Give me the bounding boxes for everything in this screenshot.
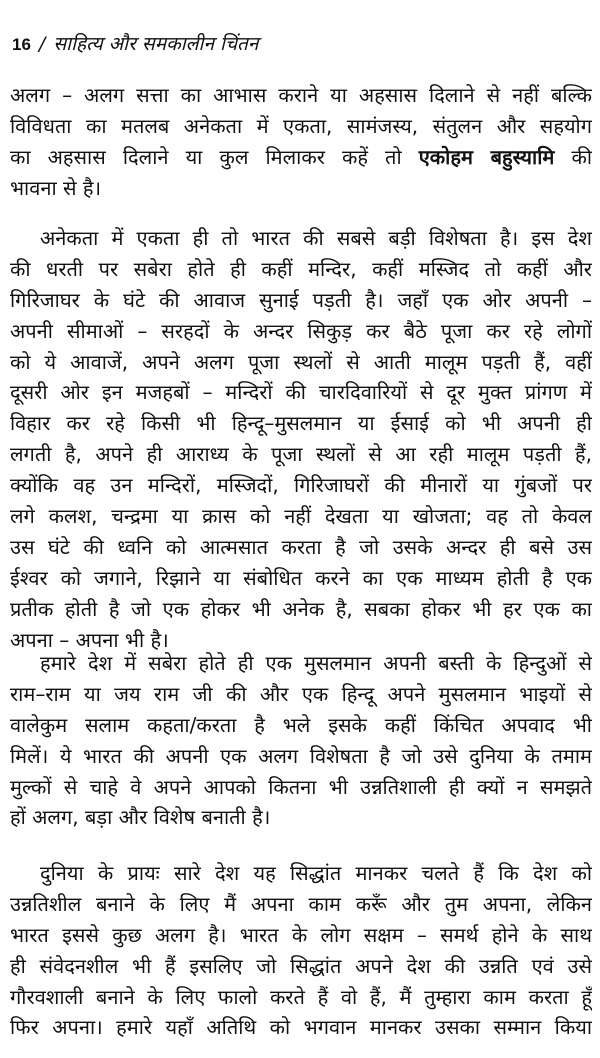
text-line: उन्नतिशील बनाने के लिए मैं अपना काम करूँ और तुम अपना, लेकिन (10, 891, 592, 916)
text-line: को ये आवाजें, अपने अलग पूजा स्थलों से आती मालूम पड़ती हैं, वहीं (10, 349, 592, 374)
text-line: हों अलग, बड़ा और विशेष बनाती है। (10, 805, 271, 830)
text-line: गौरवशाली बनाने के लिए फालो करते हैं वो हैं, मैं तुम्हारा काम करता हूँ (10, 984, 592, 1009)
text-line: विहार कर रहे किसी भी हिन्दू–मुसलमान या ईसाई को भी अपनी ही (10, 411, 592, 436)
text-line: ही संवेदनशील भी हैं इसलिए जो सिद्धांत अपने देश की उन्नति एवं उसे (10, 953, 592, 978)
text-line: अनेकता में एकता ही तो भारत की सबसे बड़ी विशेषता है। इस देश (40, 226, 592, 250)
text-line: ईश्वर को जगाने, रिझाने या संबोधित करने का एक माध्यम होती है एक (10, 565, 592, 590)
text-line: दूसरी ओर इन मजहबों – मन्दिरों की चारदिवारियों से दूर मुक्त प्रांगण में (10, 380, 592, 405)
paragraph-4 (10, 858, 592, 1043)
text-line: विविधता का मतलब अनेकता में एकता, सामंजस्य, संतुलन और सहयोग (10, 113, 592, 138)
text-line: लगती है, अपने ही आराध्य के पूजा स्थलों से आ रही मालूम पड़ती हैं, (10, 442, 592, 467)
text-line-with-bold (10, 142, 592, 173)
text-line: लगे कलश, चन्द्रमा या क्रास को नहीं देखता या खोजता; वह तो केवल (10, 504, 592, 529)
text-line: उस घंटे की ध्वनि को आत्मसात करता है जो उसके अन्दर ही बसे उस (10, 534, 592, 559)
paragraph-2 (10, 223, 592, 655)
text-line: गिरिजाघर के घंटे की आवाज सुनाई पड़ती है। जहाँ एक ओर अपनी – (10, 287, 592, 312)
text-segment: का अहसास दिलाने या कुल मिलाकर कहें तो (10, 144, 419, 169)
page-number: 16 (12, 35, 31, 54)
book-title: साहित्य और समकालीन चिंतन (53, 33, 259, 55)
bold-phrase: एकोहम बहुस्यामि (418, 144, 555, 169)
text-line: अलग – अलग सत्ता का आभास कराने या अहसास दिलाने से नहीं बल्कि (10, 83, 592, 107)
text-line: भारत इससे कुछ अलग है। भारत के लोग सक्षम – समर्थ होने के साथ (10, 922, 592, 947)
text-line: वालेकुम सलाम कहता/करता है भले इसके कहीं किंचित अपवाद भी (10, 712, 592, 737)
text-line: मुल्कों से चाहे वे अपने आपको कितना भी उन्नतिशाली ही क्यों न समझते (10, 774, 592, 799)
text-line: दुनिया के प्रायः सारे देश यह सिद्धांत मानकर चलते हैं कि देश को (40, 861, 592, 885)
text-line: प्रतीक होती है जो एक होकर भी अनेक है, सबका होकर भी हर एक का (10, 596, 592, 621)
text-line: मिलें। ये भारत की अपनी एक अलग विशेषता है जो उसे दुनिया के तमाम (10, 743, 592, 768)
text-line: फिर अपना। हमारे यहाँ अतिथि को भगवान मानकर उसका सम्मान किया (10, 1015, 592, 1040)
text-line: की धरती पर सबेरा होते ही कहीं मन्दिर, कहीं मस्जिद तो कहीं और (10, 256, 592, 281)
paragraph-1 (10, 80, 592, 204)
text-line: राम–राम या जय राम जी की और एक हिन्दू अपने मुसलमान भाइयों से (10, 681, 592, 706)
text-line: हमारे देश में सबेरा होते ही एक मुसलमान अपनी बस्ती के हिन्दुओं से (40, 651, 592, 675)
header-separator: / (38, 33, 46, 55)
text-line: क्योंकि वह उन मन्दिरों, मस्जिदों, गिरिजाघरों की मीनारों या गुंबजों पर (10, 473, 592, 498)
text-line: अपनी सीमाओं – सरहदों के अन्दर सिकुड़ कर बैठे पूजा कर रहे लोगों (10, 318, 592, 343)
text-segment: की (554, 144, 592, 169)
running-header (12, 30, 258, 56)
paragraph-3 (10, 648, 592, 833)
text-line: भावना से है। (10, 175, 102, 200)
text-line: अपना – अपना भी है। (10, 627, 169, 652)
